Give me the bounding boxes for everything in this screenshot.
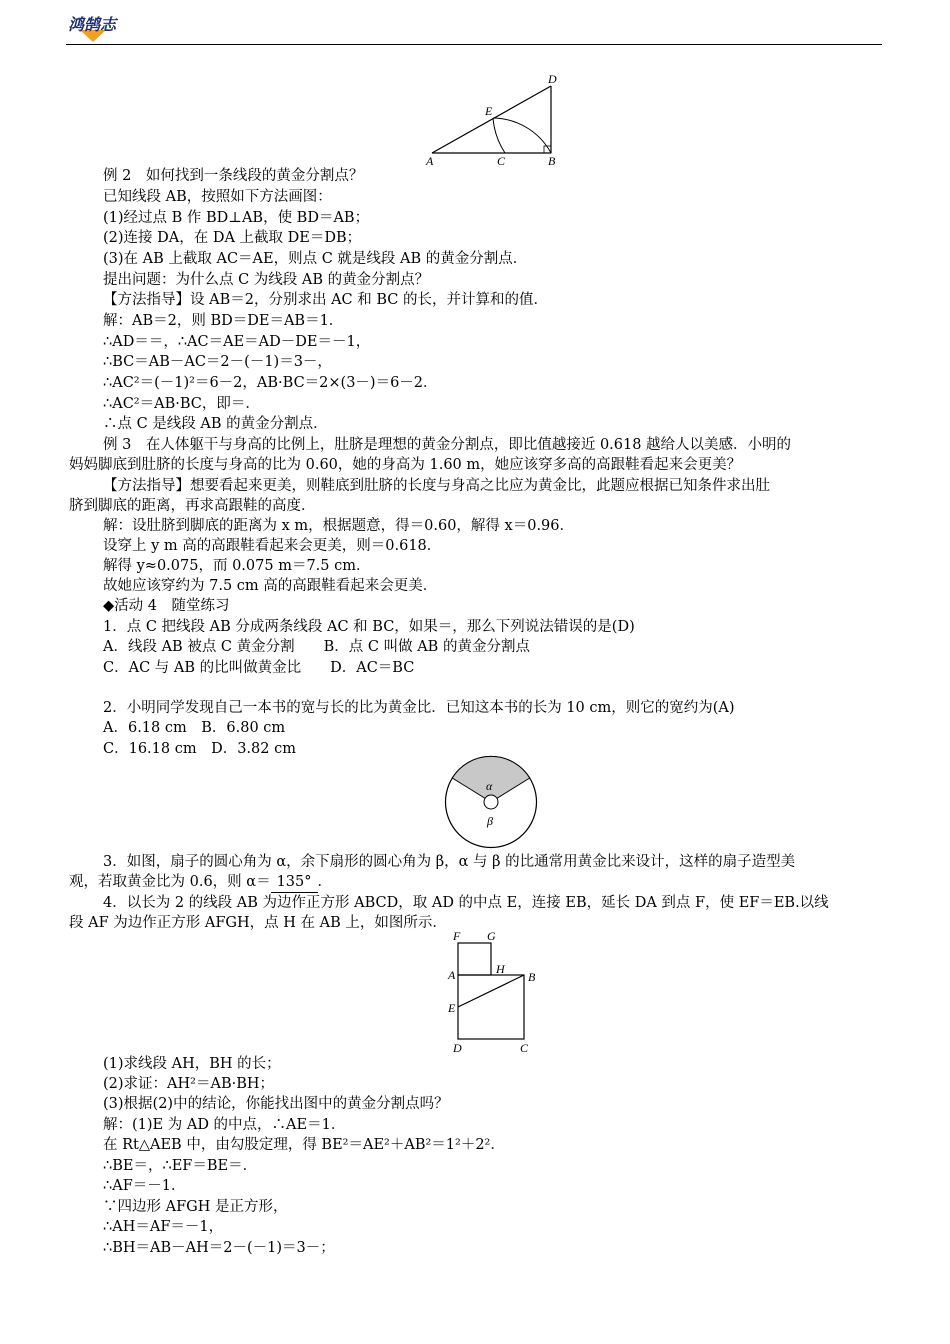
question-1: 1．点 C 把线段 AB 分成两条线段 AC 和 BC，如果＝，那么下列说法错误的是(D) [103,619,635,635]
text-line: ∴AF＝－1． [103,1178,186,1194]
question-3-prefix: 观，若取黄金比为 0.6，则 α＝ [69,874,271,890]
question-1-options-ab: A．线段 AB 被点 C 黄金分割 B．点 C 叫做 AB 的黄金分割点 [103,639,530,655]
logo-mark-icon [66,10,146,44]
fig3-label-G: G [487,929,496,943]
text-line: 脐到脚底的距离，再求高跟鞋的高度． [69,498,316,514]
fig2-label-beta: β [487,814,493,828]
text-line: ∵四边形 AFGH 是正方形， [103,1199,288,1215]
text-line: (1)求线段 AH，BH 的长； [103,1056,281,1072]
fig2-label-alpha: α [486,779,493,793]
question-2: 2．小明同学发现自己一本书的宽与长的比为黄金比．已知这本书的长为 10 cm，则它的宽约为(A) [103,700,735,716]
answer-blank: 135° [271,872,318,893]
figure-fan [442,755,542,851]
logo-text: 鸿鹄志 [68,15,117,34]
fig3-label-H: H [496,962,505,976]
text-line: 解：设肚脐到脚底的距离为 x m，根据题意，得＝0.60，解得 x＝0.96． [103,518,574,534]
text-line: ∴BC＝AB－AC＝2－(－1)＝3－， [103,354,332,370]
text-line: 在 Rt△AEB 中，由勾股定理，得 BE²＝AE²＋AB²＝1²＋2²． [103,1137,505,1153]
question-3: 3．如图，扇子的圆心角为 α，余下扇形的圆心角为 β，α 与 β 的比通常用黄金比来设计，这样的扇子造型美 [103,854,796,870]
fig3-label-F: F [453,929,461,943]
text-line: 妈妈脚底到肚脐的长度与身高的比为 0.60，她的身高为 1.60 m，她应该穿多高的高跟鞋看起来会更美？ [69,457,742,473]
fig3-label-B: B [528,970,536,984]
logo [66,10,146,44]
text-line: 解：AB＝2，则 BD＝DE＝AB＝1． [103,313,344,329]
question-2-options-cd: C．16.18 cm D．3.82 cm [103,741,296,757]
fig1-label-D: D [548,72,557,86]
fig1-label-E: E [485,104,493,118]
text-line: ∴BH＝AB－AH＝2－(－1)＝3－； [103,1240,335,1256]
section-heading: ◆活动 4 随堂练习 [103,598,230,614]
text-line: 设穿上 y m 高的高跟鞋看起来会更美，则＝0.618． [103,538,442,554]
text-line: ∴AD＝＝，∴AC＝AE＝AD－DE＝－1， [103,334,371,350]
fig1-label-B: B [548,154,556,168]
text-line: ∴点 C 是线段 AB 的黄金分割点． [103,416,328,432]
question-4: 4．以长为 2 的线段 AB 为边作正方形 ABCD，取 AD 的中点 E，连接 EB，延长 DA 到点 F，使 EF＝EB.以线 [103,895,829,911]
text-line: ∴AC²＝(－1)²＝6－2，AB·BC＝2×(3－)＝6－2． [103,375,438,391]
text-line: (2)连接 DA，在 DA 上截取 DE＝DB； [103,230,362,246]
text-line: 解得 y≈0.075，而 0.075 m＝7.5 cm． [103,558,371,574]
text-line: (3)根据(2)中的结论，你能找出图中的黄金分割点吗？ [103,1096,449,1112]
text-line: 故她应该穿约为 7.5 cm 高的高跟鞋看起来会更美． [103,578,438,594]
text-line: 提出问题：为什么点 C 为线段 AB 的黄金分割点？ [103,272,430,288]
fig3-label-D: D [453,1041,462,1055]
question-1-options-cd: C．AC 与 AB 的比叫做黄金比 D．AC＝BC [103,660,415,676]
text-line: ∴AC²＝AB·BC，即＝． [103,396,260,412]
question-4-cont: 段 AF 为边作正方形 AFGH，点 H 在 AB 上，如图所示． [69,915,447,931]
text-line: 【方法指导】想要看起来更美，则鞋底到肚脐的长度与身高之比应为黄金比，此题应根据已知条件求出肚 [103,478,770,494]
text-line: 例 3 在人体躯干与身高的比例上，肚脐是理想的黄金分割点，即比值越接近 0.618 越给人以美感．小明的 [103,437,792,453]
text-line: 例 2 如何找到一条线段的黄金分割点？ [103,168,364,184]
text-line: (2)求证：AH²＝AB·BH； [103,1076,275,1092]
text-line: 【方法指导】设 AB＝2，分别求出 AC 和 BC 的长，并计算和的值． [103,292,548,308]
question-3-cont: 观，若取黄金比为 0.6，则 α＝ 135° ． [69,872,332,893]
fig3-label-C: C [520,1041,529,1055]
fig3-label-A: A [448,968,456,982]
text-line: 已知线段 AB，按照如下方法画图： [103,189,332,205]
figure-squares [444,928,544,1056]
header-rule [66,44,882,45]
text-line: 解：(1)E 为 AD 的中点，∴AE＝1． [103,1117,346,1133]
question-2-options-ab: A．6.18 cm B．6.80 cm [103,720,286,736]
text-line: (3)在 AB 上截取 AC＝AE，则点 C 就是线段 AB 的黄金分割点． [103,251,528,267]
text-line: ∴BE＝，∴EF＝BE＝． [103,1158,258,1174]
fig3-label-E: E [448,1001,456,1015]
fig1-label-A: A [426,154,434,168]
text-line: ∴AH＝AF＝－1， [103,1219,224,1235]
text-line: (1)经过点 B 作 BD⊥AB，使 BD＝AB； [103,210,370,226]
fig1-label-C: C [497,154,506,168]
figure-golden-section-construction [420,70,570,170]
